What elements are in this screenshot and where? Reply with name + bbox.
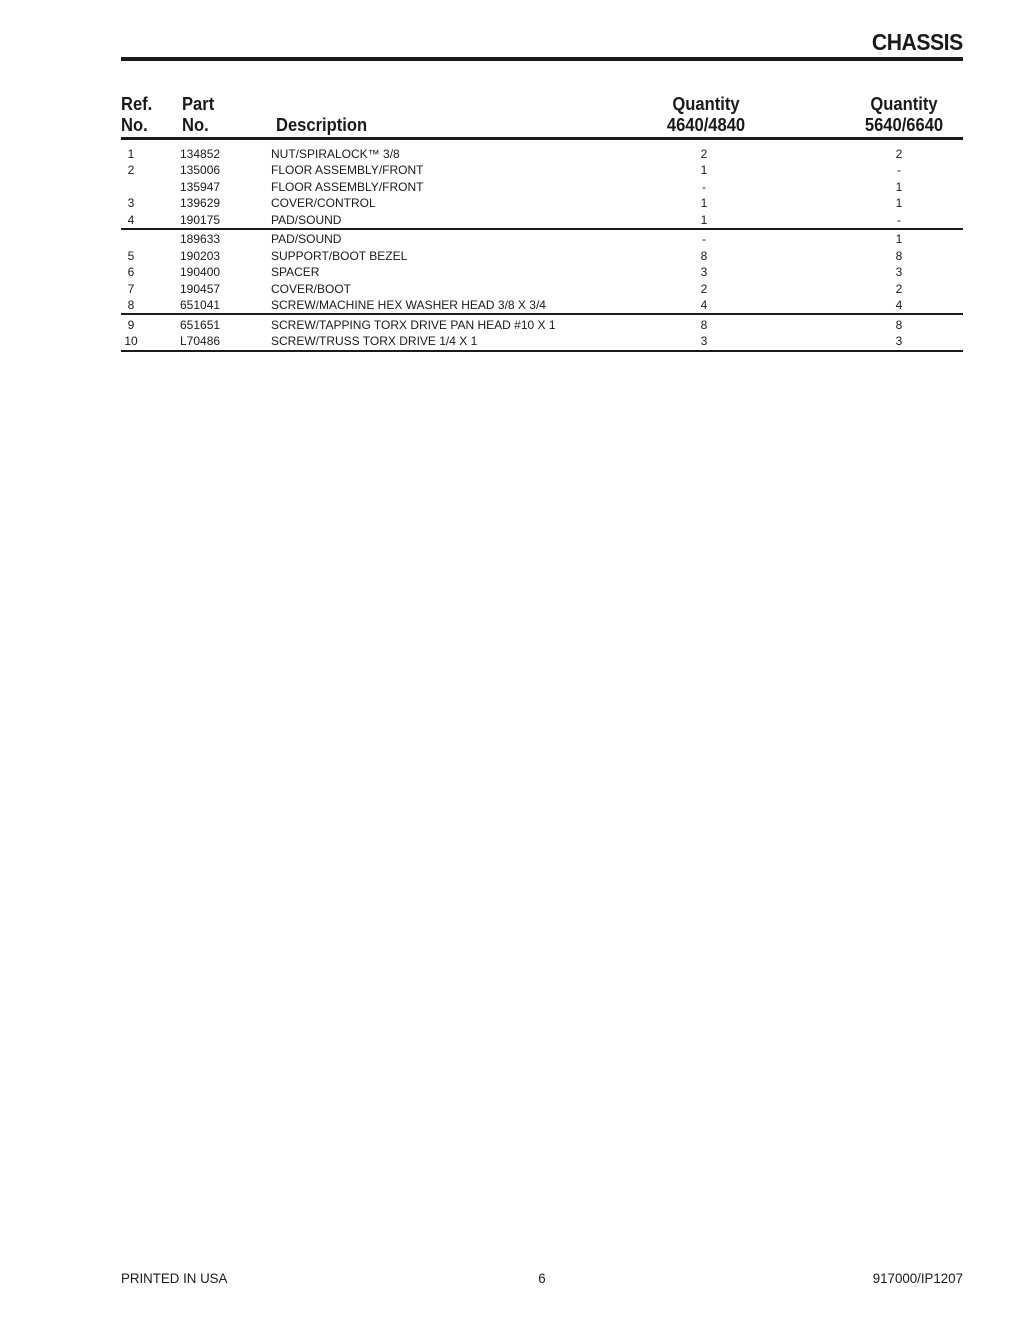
table-row <box>121 297 963 315</box>
table-row <box>121 231 963 247</box>
table-row <box>121 179 963 195</box>
qty-4640-4840: 8 <box>700 317 708 332</box>
qty-5640-6640: 3 <box>895 334 903 349</box>
part-no: 135947 <box>180 179 221 194</box>
header-quantity-4640-4840 <box>646 94 766 136</box>
description: COVER/CONTROL <box>271 196 376 211</box>
table-row <box>121 146 963 162</box>
ref-no: 2 <box>127 163 135 178</box>
part-no: 139629 <box>180 196 221 211</box>
parts-table-body <box>121 146 963 353</box>
ref-no: 10 <box>124 334 138 349</box>
table-row <box>121 248 963 264</box>
ref-no: 1 <box>127 147 135 161</box>
qty-5640-6640: 8 <box>895 248 903 263</box>
qty-5640-6640: 2 <box>895 147 903 161</box>
description: FLOOR ASSEMBLY/FRONT <box>271 179 424 194</box>
qty-4640-4840: 1 <box>700 212 708 227</box>
ref-no: 4 <box>127 212 135 227</box>
header-qty1-line1: Quantity <box>672 94 740 114</box>
qty-5640-6640: 4 <box>895 298 903 313</box>
header-part-line2: No. <box>182 115 209 135</box>
qty-5640-6640: 3 <box>895 265 903 280</box>
header-qty1-line2: 4640/4840 <box>666 115 746 135</box>
part-no: L70486 <box>180 334 221 349</box>
qty-4640-4840: 3 <box>700 265 708 280</box>
table-row <box>121 212 963 230</box>
qty-4640-4840: 1 <box>700 196 708 211</box>
header-ref-line1: Ref. <box>121 94 153 114</box>
part-no: 651651 <box>180 317 221 332</box>
table-row <box>121 162 963 178</box>
page-title: CHASSIS <box>872 29 963 55</box>
header-ref-line2: No. <box>121 115 148 135</box>
footer-printed-in: PRINTED IN USA <box>121 1270 228 1286</box>
header-rule <box>121 137 963 140</box>
qty-5640-6640: - <box>897 212 901 227</box>
ref-no: 8 <box>127 298 135 313</box>
part-no: 190400 <box>180 265 221 280</box>
header-part-no <box>182 94 214 136</box>
header-quantity-5640-6640 <box>844 94 964 136</box>
part-no: 134852 <box>180 147 221 161</box>
qty-5640-6640: 1 <box>895 196 903 211</box>
header-ref-no <box>121 94 152 136</box>
ref-no: 7 <box>127 281 135 296</box>
qty-5640-6640: - <box>897 163 901 178</box>
table-row <box>121 264 963 280</box>
qty-4640-4840: 8 <box>700 248 708 263</box>
ref-no: 3 <box>127 196 135 211</box>
ref-no: 6 <box>127 265 135 280</box>
part-no: 189633 <box>180 232 221 247</box>
description: FLOOR ASSEMBLY/FRONT <box>271 163 424 178</box>
qty-5640-6640: 8 <box>895 317 903 332</box>
part-no: 651041 <box>180 298 221 313</box>
qty-5640-6640: 2 <box>895 281 903 296</box>
part-no: 135006 <box>180 163 221 178</box>
description: SCREW/TRUSS TORX DRIVE 1/4 X 1 <box>271 334 478 349</box>
qty-4640-4840: 1 <box>700 163 708 178</box>
qty-5640-6640: 1 <box>895 232 903 247</box>
description: COVER/BOOT <box>271 281 352 296</box>
page-number: 6 <box>538 1270 546 1286</box>
header-qty2-line2: 5640/6640 <box>864 115 944 135</box>
ref-no: 9 <box>127 317 135 332</box>
table-row <box>121 333 963 351</box>
ref-no: 5 <box>127 248 135 263</box>
document-code: 917000/IP1207 <box>872 1270 963 1286</box>
part-no: 190175 <box>180 212 221 227</box>
part-no: 190203 <box>180 248 221 263</box>
qty-5640-6640: 1 <box>895 179 903 194</box>
description: NUT/SPIRALOCK™ 3/8 <box>271 147 400 161</box>
header-qty2-line1: Quantity <box>870 94 938 114</box>
table-row <box>121 317 963 333</box>
page-footer <box>121 1270 963 1288</box>
qty-4640-4840: 2 <box>700 281 708 296</box>
description: SUPPORT/BOOT BEZEL <box>271 248 408 263</box>
qty-4640-4840: 3 <box>700 334 708 349</box>
title-rule <box>121 57 963 61</box>
qty-4640-4840: - <box>702 232 706 247</box>
description: PAD/SOUND <box>271 212 342 227</box>
description: SCREW/TAPPING TORX DRIVE PAN HEAD #10 X 1 <box>271 317 556 332</box>
description: SPACER <box>271 265 320 280</box>
qty-4640-4840: 2 <box>700 147 708 161</box>
table-row <box>121 195 963 211</box>
table-row <box>121 281 963 297</box>
header-description: Description <box>276 115 368 135</box>
qty-4640-4840: - <box>702 179 706 194</box>
qty-4640-4840: 4 <box>700 298 708 313</box>
description: SCREW/MACHINE HEX WASHER HEAD 3/8 X 3/4 <box>271 298 546 313</box>
header-part-line1: Part <box>182 94 215 114</box>
part-no: 190457 <box>180 281 221 296</box>
description: PAD/SOUND <box>271 232 342 247</box>
table-header <box>121 94 963 136</box>
